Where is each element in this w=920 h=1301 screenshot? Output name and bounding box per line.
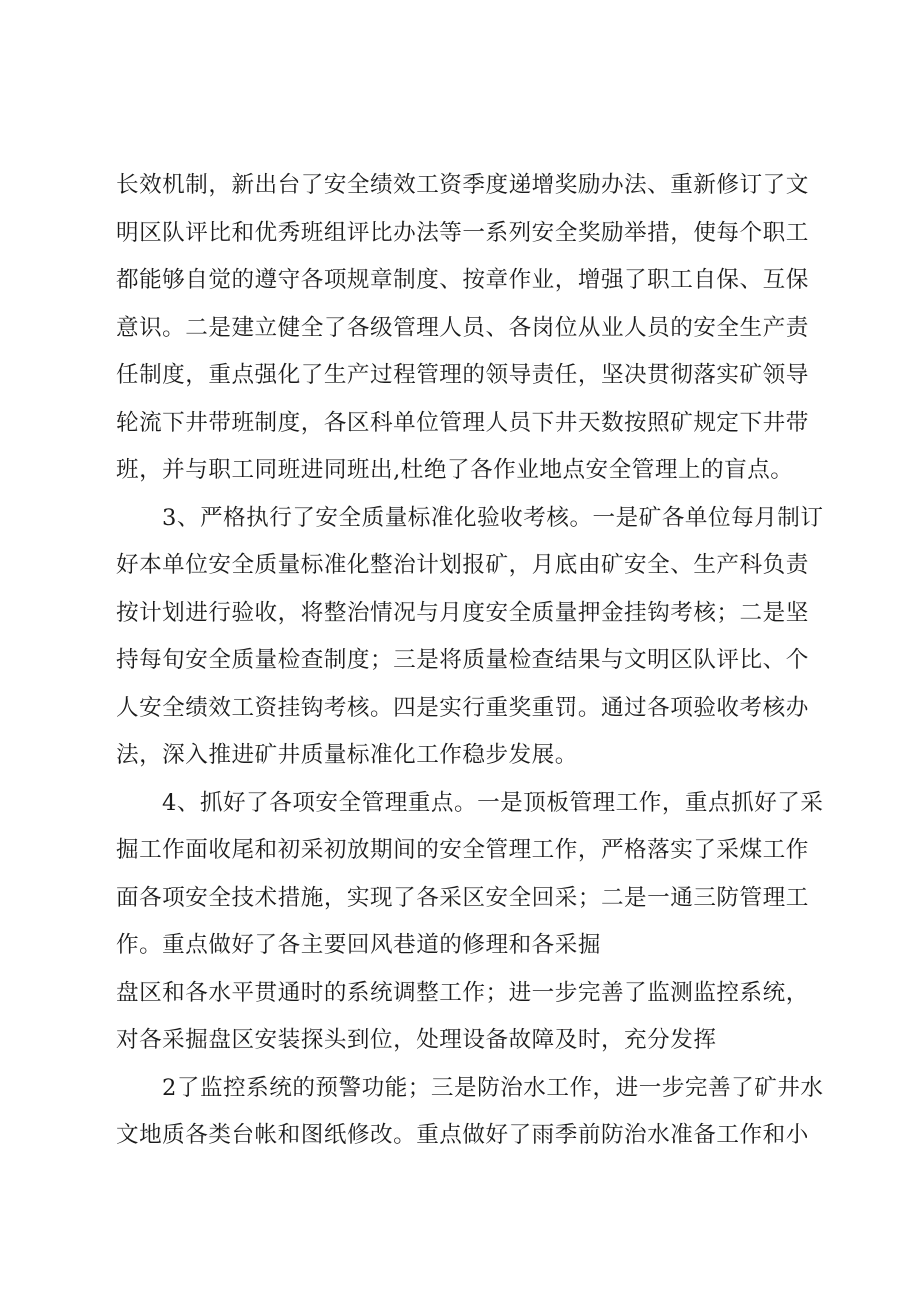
text-line: 轮流下井带班制度，各区科单位管理人员下井天数按照矿规定下井带 [116, 409, 809, 436]
text-line: 面各项安全技术措施，实现了各采区安全回采；二是一通三防管理工 [116, 884, 809, 911]
text-line: 持每旬安全质量检查制度；三是将质量检查结果与文明区队评比、个 [116, 647, 809, 673]
text-line: 意识。二是建立健全了各级管理人员、各岗位从业人员的安全生产责 [116, 314, 809, 341]
document-body [116, 162, 836, 1160]
text-line: 文地质各类台帐和图纸修改。重点做好了雨季前防治水准备工作和小 [116, 1122, 809, 1148]
text-line: 盘区和各水平贯通时的系统调整工作；进一步完善了监测监控系统， [116, 979, 809, 1006]
text-line: 班，并与职工同班进同班出,杜绝了各作业地点安全管理上的盲点。 [116, 457, 794, 483]
text-line: 按计划进行验收，将整治情况与月度安全质量押金挂钩考核；二是坚 [116, 599, 809, 626]
paragraph-start-line: 3、严格执行了安全质量标准化验收考核。一是矿各单位每月制订 [162, 504, 824, 531]
text-line: 任制度，重点强化了生产过程管理的领导责任，坚决贯彻落实矿领导 [116, 362, 809, 388]
text-line: 作。重点做好了各主要回风巷道的修理和各采掘 [116, 932, 601, 958]
text-line: 法，深入推进矿井质量标准化工作稳步发展。 [116, 742, 578, 768]
text-line: 好本单位安全质量标准化整治计划报矿，月底由矿安全、生产科负责 [116, 552, 809, 578]
text-line: 明区队评比和优秀班组评比办法等一系列安全奖励举措，使每个职工 [116, 219, 809, 246]
text-line: 长效机制，新出台了安全绩效工资季度递增奖励办法、重新修订了文 [116, 172, 809, 198]
text-line: 人安全绩效工资挂钩考核。四是实行重奖重罚。通过各项验收考核办 [116, 694, 809, 721]
text-line: 都能够自觉的遵守各项规章制度、按章作业，增强了职工自保、互保 [116, 267, 809, 293]
paragraph-start-line: 4、抓好了各项安全管理重点。一是顶板管理工作，重点抓好了采 [162, 789, 824, 816]
text-line: 对各采掘盘区安装探头到位，处理设备故障及时，充分发挥 [116, 1027, 717, 1053]
text-line: 掘工作面收尾和初采初放期间的安全管理工作，严格落实了采煤工作 [116, 837, 809, 863]
paragraph-start-line: 2了监控系统的预警功能；三是防治水工作，进一步完善了矿井水 [162, 1074, 824, 1101]
